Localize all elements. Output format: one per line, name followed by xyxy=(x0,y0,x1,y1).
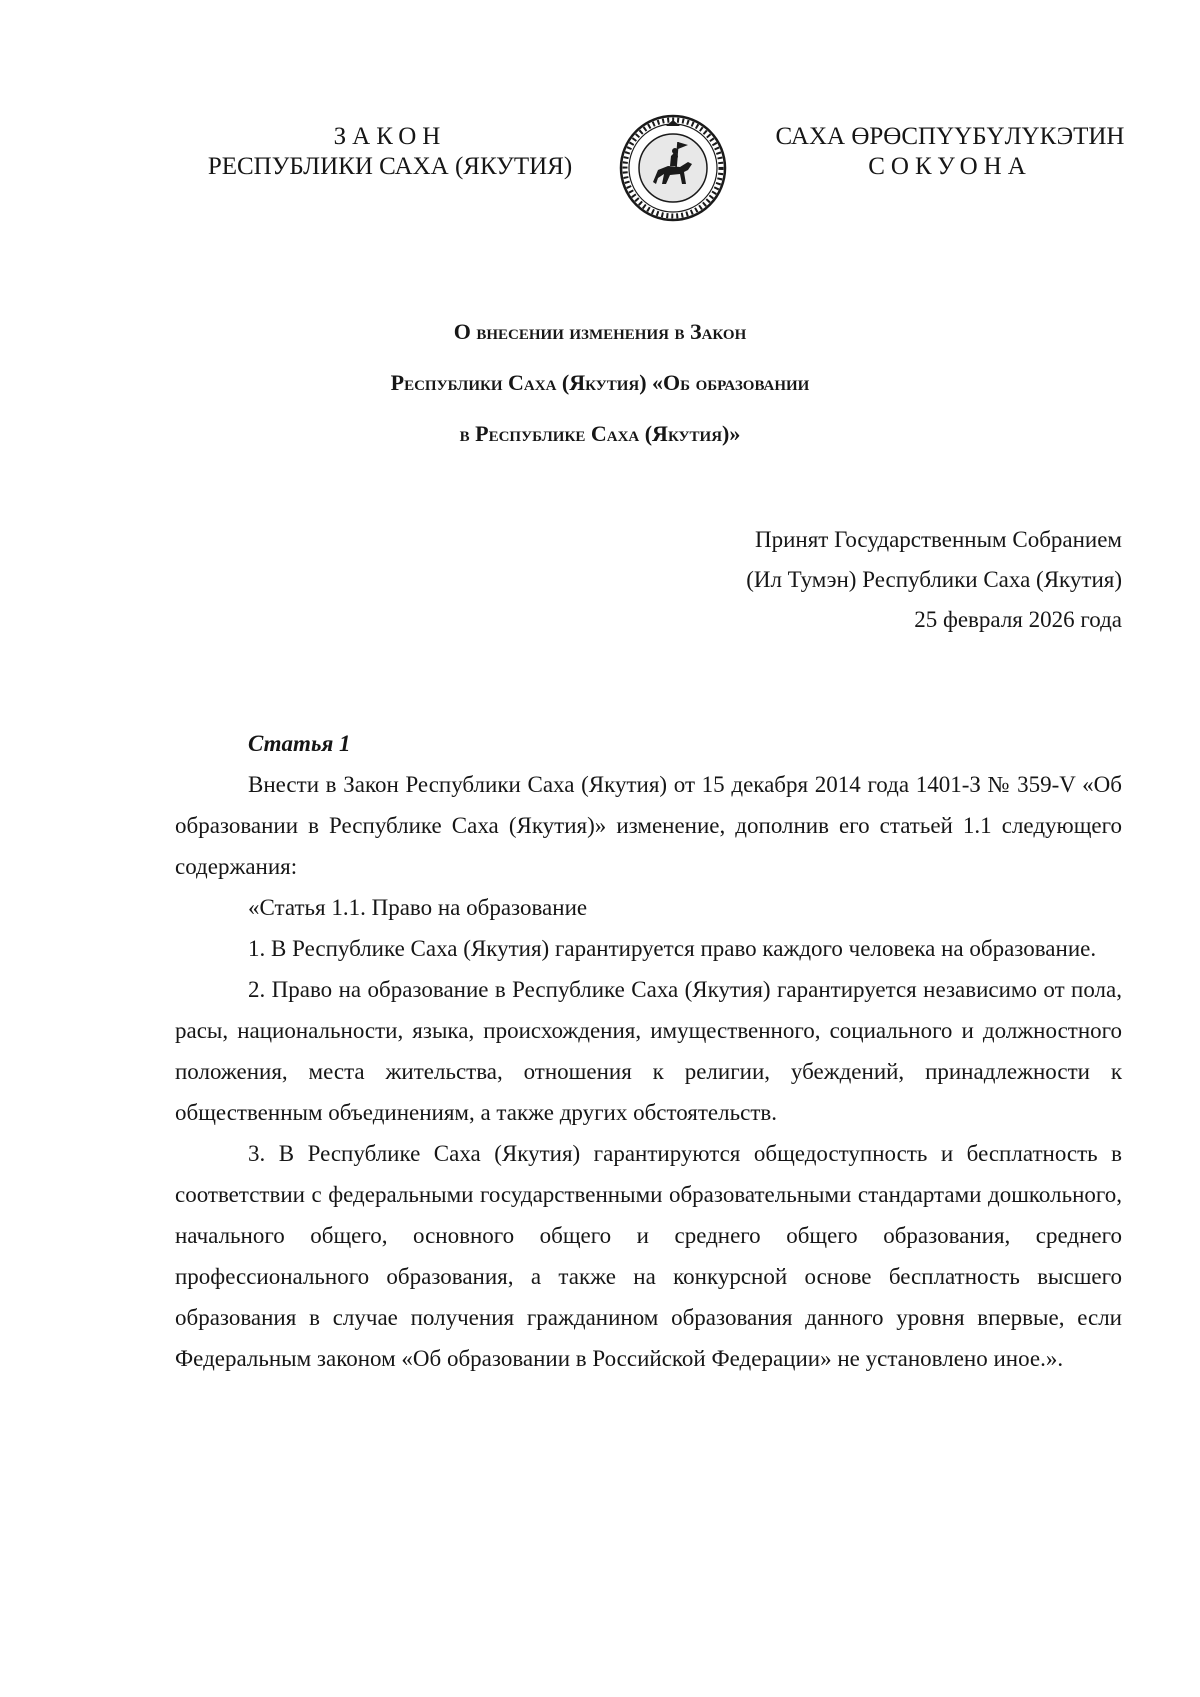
header-left xyxy=(200,122,580,182)
coat-of-arms-icon xyxy=(618,112,728,224)
adoption-line-1: Принят Государственным Собранием xyxy=(754,527,1122,552)
header-left-subtitle: РЕСПУБЛИКИ САХА (ЯКУТИЯ) xyxy=(207,153,573,180)
article-heading: Статья 1 xyxy=(248,731,351,756)
article-point-3: 3. В Республике Саха (Якутия) гарантируются общедоступность и бесплатность в соответствии с федеральными государственными образовательными стандартами дошкольного, начального общего, основного общего и среднего общего образования, среднего профессионального образования, а также на конкурсной основе бесплатность высшего образования в случае получения гражданином образования данного уровня впервые, если Федеральным законом «Об образовании в Российской Федерации» не установлено иное.». xyxy=(175,1141,1122,1371)
header-right-subtitle: СОКУОНА xyxy=(868,153,1032,180)
article-body xyxy=(175,723,1122,1379)
law-title xyxy=(300,306,900,459)
adoption-date: 25 февраля 2026 года xyxy=(914,607,1122,632)
law-title-line-3: в Республике Саха (Якутия)» xyxy=(459,421,741,446)
adoption-line-2: (Ил Тумэн) Республики Саха (Якутия) xyxy=(746,567,1122,592)
adoption-info xyxy=(746,520,1122,640)
article-point-2: 2. Право на образование в Республике Саха (Якутия) гарантируется независимо от пола, расы, национальности, языка, происхождения, имущественного, социального и должностного положения, места жительства, отношения к религии, убеждений, принадлежности к общественным объединениям, а также других обстоятельств. xyxy=(175,977,1122,1125)
law-title-line-2: Республики Саха (Якутия) «Об образовании xyxy=(390,370,810,395)
law-title-line-1: О внесении изменения в Закон xyxy=(453,319,747,344)
article-point-1: 1. В Республике Саха (Якутия) гарантируется право каждого человека на образование. xyxy=(248,936,1097,961)
article-intro: Внести в Закон Республики Саха (Якутия) от 15 декабря 2014 года 1401-З № 359-V «Об образовании в Республике Саха (Якутия)» изменение, дополнив его статьей 1.1 следующего содержания: xyxy=(175,772,1122,879)
header-left-title: ЗАКОН xyxy=(333,123,447,150)
header-right-title: САХА ӨРӨСПҮҮБҮЛҮКЭТИН xyxy=(775,123,1125,150)
header-right xyxy=(765,122,1135,182)
article-subtitle: «Статья 1.1. Право на образование xyxy=(248,895,588,920)
